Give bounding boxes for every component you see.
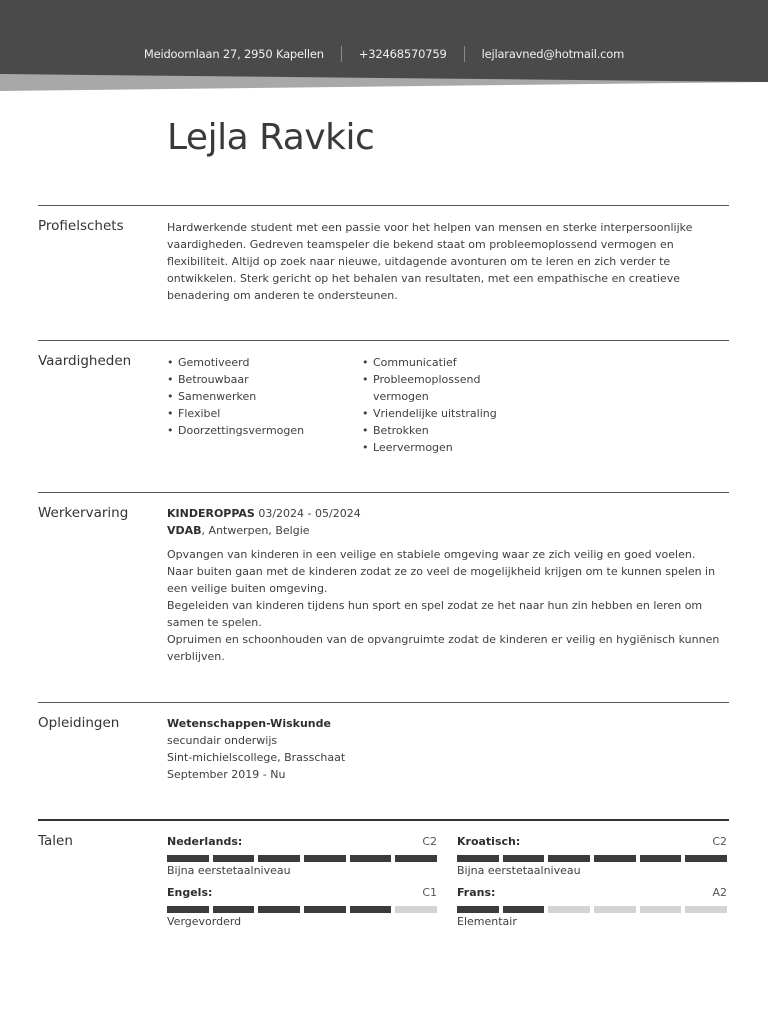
level-segment: [258, 906, 300, 913]
language-description: Bijna eerstetaalniveau: [457, 864, 581, 877]
section-title-skills: Vaardigheden: [38, 353, 132, 369]
education-entry: [167, 715, 729, 783]
education-school: Sint-michielscollege, Brasschaat: [167, 751, 346, 764]
experience-entry: [167, 505, 729, 665]
job-duty-line: Opruimen en schoonhouden van de opvangruimte zodat de kinderen er veilig en hygiënisch kunnen verblijven.: [167, 633, 720, 663]
skill-item: • Vriendelijke uitstraling: [362, 405, 507, 422]
section-divider: [38, 702, 729, 703]
job-heading: [167, 505, 729, 522]
section-title-languages: Talen: [38, 833, 73, 849]
education-degree: Wetenschappen-Wiskunde: [167, 717, 331, 730]
section-title-profile: Profielschets: [38, 218, 124, 234]
employer-name: VDAB: [167, 524, 202, 537]
language-level: C1: [422, 886, 437, 899]
section-divider: [38, 340, 729, 341]
language-item: [167, 886, 437, 929]
level-segment: [350, 906, 392, 913]
level-segment: [304, 855, 346, 862]
job-duty-line: Begeleiden van kinderen tijdens hun sport en spel zodat ze het naar hun zin hebben en leren om samen te spelen.: [167, 599, 703, 629]
skill-item: • Leervermogen: [362, 439, 507, 456]
job-title: KINDEROPPAS: [167, 507, 255, 520]
skill-item: • Betrouwbaar: [167, 371, 347, 388]
header-band: [0, 0, 768, 92]
level-segment: [685, 906, 727, 913]
phone-text: +32468570759: [358, 47, 447, 61]
job-duty-line: Opvangen van kinderen in een veilige en stabiele omgeving waar ze zich veilig en goed voelen.: [167, 548, 696, 561]
language-description: Bijna eerstetaalniveau: [167, 864, 291, 877]
language-item: [457, 886, 727, 929]
level-segment: [304, 906, 346, 913]
level-segment: [594, 906, 636, 913]
language-name: Nederlands:: [167, 835, 243, 848]
language-level: A2: [712, 886, 727, 899]
section-divider: [38, 492, 729, 493]
section-title-education: Opleidingen: [38, 715, 120, 731]
skill-item: • Doorzettingsvermogen: [167, 422, 347, 439]
education-period: September 2019 - Nu: [167, 768, 286, 781]
level-segment: [503, 855, 545, 862]
level-segment: [213, 855, 255, 862]
language-level-bar: [457, 855, 727, 862]
level-segment: [548, 906, 590, 913]
skill-item: • Betrokken: [362, 422, 507, 439]
skill-item: • Samenwerken: [167, 388, 347, 405]
language-description: Vergevorderd: [167, 915, 242, 928]
level-segment: [685, 855, 727, 862]
skill-item: • Gemotiveerd: [167, 354, 347, 371]
language-name: Kroatisch:: [457, 835, 521, 848]
employer-location: , Antwerpen, Belgie: [201, 524, 310, 537]
level-segment: [457, 855, 499, 862]
email-text: lejlaravned@hotmail.com: [481, 47, 625, 61]
divider: [464, 46, 465, 62]
level-segment: [503, 906, 545, 913]
level-segment: [395, 906, 437, 913]
language-item: [167, 835, 437, 878]
profile-paragraph: Hardwerkende student met een passie voor het helpen van mensen en sterke interpersoonlijke vaardigheden. Gedreven teamspeler die bekend staat om probleemoplossend vermogen en flexibiliteit. Altijd op zoek naar nieuwe, uitdagende avonturen om te leren en zich verder te ontwikkelen. Sterk gericht op het behalen van resultaten, met een empathische en creatieve benadering om anderen te ondersteunen.: [167, 221, 693, 302]
language-level: C2: [712, 835, 727, 848]
section-title-experience: Werkervaring: [38, 505, 129, 521]
level-segment: [594, 855, 636, 862]
level-segment: [213, 906, 255, 913]
language-name: Engels:: [167, 886, 213, 899]
language-level-bar: [167, 855, 437, 862]
skills-list-left: [167, 354, 347, 439]
language-description: Elementair: [457, 915, 517, 928]
job-duty-line: Naar buiten gaan met de kinderen zodat ze zo veel de mogelijkheid krijgen om te kunnen spelen in een veilige buiten omgeving.: [167, 565, 716, 595]
section-divider: [38, 819, 729, 821]
level-segment: [640, 855, 682, 862]
candidate-name: Lejla Ravkic: [167, 117, 375, 158]
address-text: Meidoornlaan 27, 2950 Kapellen: [143, 47, 324, 61]
skill-item: • Communicatief: [362, 354, 507, 371]
profile-text: [167, 219, 729, 304]
language-level-bar: [167, 906, 437, 913]
language-level: C2: [422, 835, 437, 848]
level-segment: [548, 855, 590, 862]
level-segment: [395, 855, 437, 862]
education-type: secundair onderwijs: [167, 734, 278, 747]
language-level-bar: [457, 906, 727, 913]
skill-item: • Flexibel: [167, 405, 347, 422]
skills-list-right: [362, 354, 507, 456]
skill-item: • Probleemoplossend vermogen: [362, 371, 507, 405]
level-segment: [457, 906, 499, 913]
level-segment: [167, 855, 209, 862]
job-dates: 03/2024 - 05/2024: [258, 507, 361, 520]
language-name: Frans:: [457, 886, 496, 899]
level-segment: [350, 855, 392, 862]
level-segment: [167, 906, 209, 913]
contact-line: [0, 46, 768, 62]
level-segment: [258, 855, 300, 862]
divider: [341, 46, 342, 62]
job-employer-line: [167, 522, 729, 539]
section-divider: [38, 205, 729, 206]
level-segment: [640, 906, 682, 913]
language-item: [457, 835, 727, 878]
